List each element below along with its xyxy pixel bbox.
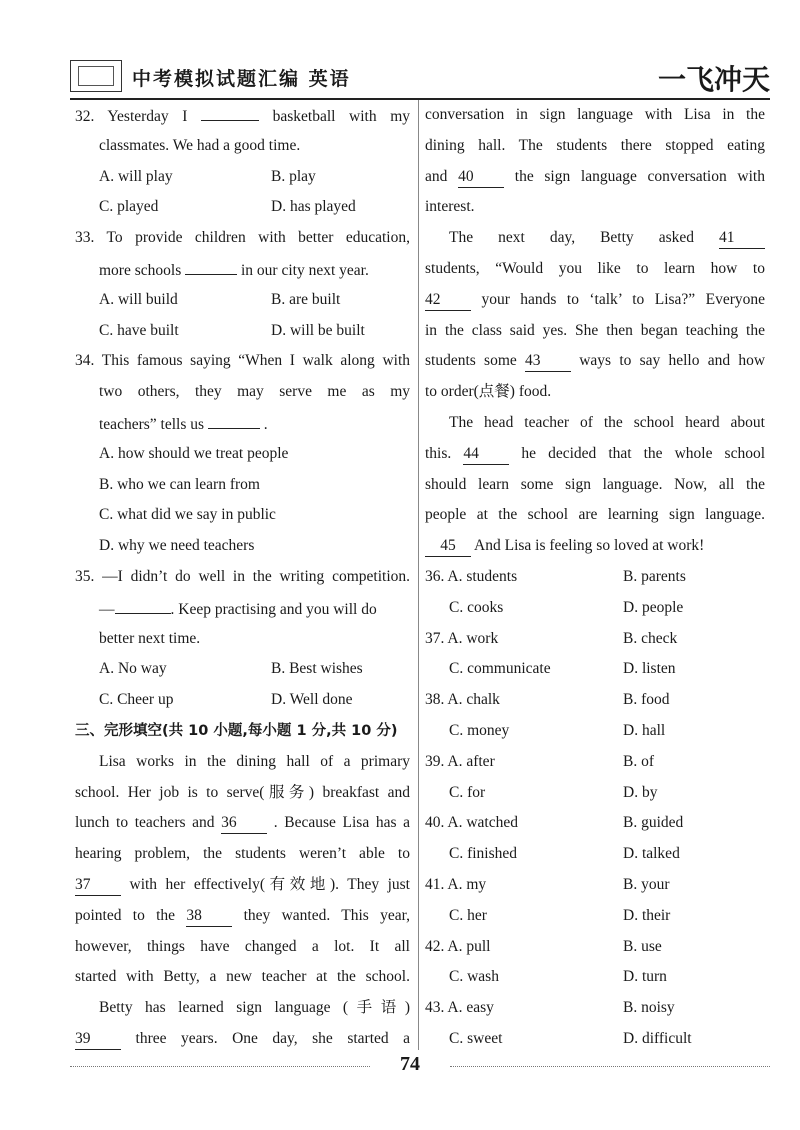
q35-options-cd: C. Cheer up D. Well done: [99, 691, 353, 709]
brand-title: 一飞冲天: [657, 63, 770, 96]
passage-line: The head teacher of the school heard about: [449, 413, 765, 431]
answer-blank: [185, 254, 237, 275]
option-row: C. sweet D. difficult: [449, 1029, 692, 1047]
passage-line: should learn some sign language. Now, all the: [425, 475, 765, 493]
blank-44: 44: [463, 444, 509, 465]
option-row: 36. A. students B. parents: [425, 567, 686, 585]
column-divider: [418, 100, 419, 1050]
passage-line: lunch to teachers and 36 . Because Lisa has a: [75, 808, 410, 839]
q32-stem: 32. Yesterday I basketball with my: [75, 100, 410, 131]
option-row: 42. A. pull B. use: [425, 937, 662, 955]
passage-line: dining hall. The students there stopped eating: [425, 136, 765, 154]
passage-line: in the class said yes. She then began teaching the: [425, 321, 765, 339]
q35-stem-2: — . Keep practising and you will do: [75, 593, 410, 624]
blank-36: 36: [221, 813, 267, 834]
right-column: [425, 100, 765, 1055]
option-row: 41. A. my B. your: [425, 875, 670, 893]
option-row: 39. A. after B. of: [425, 752, 654, 770]
q34-stem-3: teachers” tells us .: [75, 408, 410, 439]
option-row: C. finished D. talked: [449, 845, 680, 863]
blank-45: 45: [425, 536, 471, 557]
page-number: 74: [400, 1053, 420, 1075]
q35-stem-3: better next time.: [99, 629, 201, 647]
q33-options-ab: A. will build B. are built: [99, 290, 341, 308]
passage-line: hearing problem, the students weren’t able to: [75, 845, 410, 863]
book-logo-icon: [70, 60, 122, 92]
passage-line: and 40 the sign language conversation with: [425, 162, 765, 193]
passage-line: however, things have changed a lot. It all: [75, 937, 410, 955]
blank-38: 38: [186, 906, 232, 927]
series-title: 中考模拟试题汇编 英语: [132, 68, 351, 90]
q32-options-cd: C. played D. has played: [99, 198, 356, 216]
option-row: C. wash D. turn: [449, 968, 667, 986]
passage-line: The next day, Betty asked 41: [425, 223, 765, 254]
q35-stem: 35. —I didn’t do well in the writing competition.: [75, 567, 410, 585]
answer-blank: [201, 100, 259, 121]
passage-line: school. Her job is to serve(服务) breakfast and: [75, 783, 410, 801]
option-row: 37. A. work B. check: [425, 629, 678, 647]
passage-line: Lisa works in the dining hall of a primary: [99, 752, 410, 770]
q35-options-ab: A. No way B. Best wishes: [99, 660, 363, 678]
passage-line: students some 43 ways to say hello and how: [425, 346, 765, 377]
passage-line: to order(点餐) food.: [425, 383, 552, 401]
blank-42: 42: [425, 290, 471, 311]
option-row: 40. A. watched B. guided: [425, 814, 684, 832]
answer-blank: [208, 408, 260, 429]
q34-option-c: C. what did we say in public: [99, 506, 276, 524]
q34-stem-2: two others, they may serve me as my: [99, 383, 410, 401]
passage-line: 37 with her effectively(有效地). They just: [75, 870, 410, 901]
q33-options-cd: C. have built D. will be built: [99, 321, 365, 339]
q33-stem: 33. To provide children with better education,: [75, 229, 410, 247]
option-row: C. cooks D. people: [449, 598, 684, 616]
blank-41: 41: [719, 228, 765, 249]
passage-line: 42 your hands to ‘talk’ to Lisa?” Everyone: [425, 285, 765, 316]
answer-blank: [115, 593, 171, 614]
passage-line: conversation in sign language with Lisa in the: [425, 106, 765, 123]
page-header: [70, 58, 770, 96]
blank-40: 40: [458, 167, 504, 188]
q34-option-a: A. how should we treat people: [99, 444, 289, 462]
passage-line: started with Betty, a new teacher at the school.: [75, 968, 410, 986]
passage-line: pointed to the 38 they wanted. This year,: [75, 901, 410, 932]
option-row: C. her D. their: [449, 906, 671, 924]
blank-43: 43: [525, 351, 571, 372]
blank-39: 39: [75, 1029, 121, 1050]
option-row: C. for D. by: [449, 783, 658, 801]
q32-stem-2: classmates. We had a good time.: [99, 136, 301, 154]
q34-stem: 34. This famous saying “When I walk along with: [75, 352, 410, 370]
q34-option-b: B. who we can learn from: [99, 475, 260, 493]
passage-line: this. 44 he decided that the whole school: [425, 439, 765, 470]
option-row: 43. A. easy B. noisy: [425, 999, 675, 1017]
q33-stem-2: more schools in our city next year.: [75, 254, 410, 285]
passage-line: interest.: [425, 198, 475, 216]
left-column: [75, 100, 410, 1055]
q32-options-ab: A. will play B. play: [99, 167, 316, 185]
footer-rule-right: [450, 1066, 770, 1068]
passage-line: Betty has learned sign language (手语): [99, 999, 410, 1017]
option-row: 38. A. chalk B. food: [425, 691, 670, 709]
passage-line: students, “Would you like to learn how to: [425, 259, 765, 277]
footer-rule-left: [70, 1066, 370, 1068]
option-row: C. communicate D. listen: [449, 660, 676, 678]
option-row: C. money D. hall: [449, 721, 666, 739]
passage-line: 39 three years. One day, she started a: [75, 1024, 410, 1055]
q34-option-d: D. why we need teachers: [99, 537, 255, 555]
passage-line: people at the school are learning sign language.: [425, 506, 765, 524]
section-title: 三、完形填空(共 10 小题,每小题 1 分,共 10 分): [75, 722, 398, 739]
blank-37: 37: [75, 875, 121, 896]
passage-line: 45 And Lisa is feeling so loved at work!: [425, 531, 765, 562]
